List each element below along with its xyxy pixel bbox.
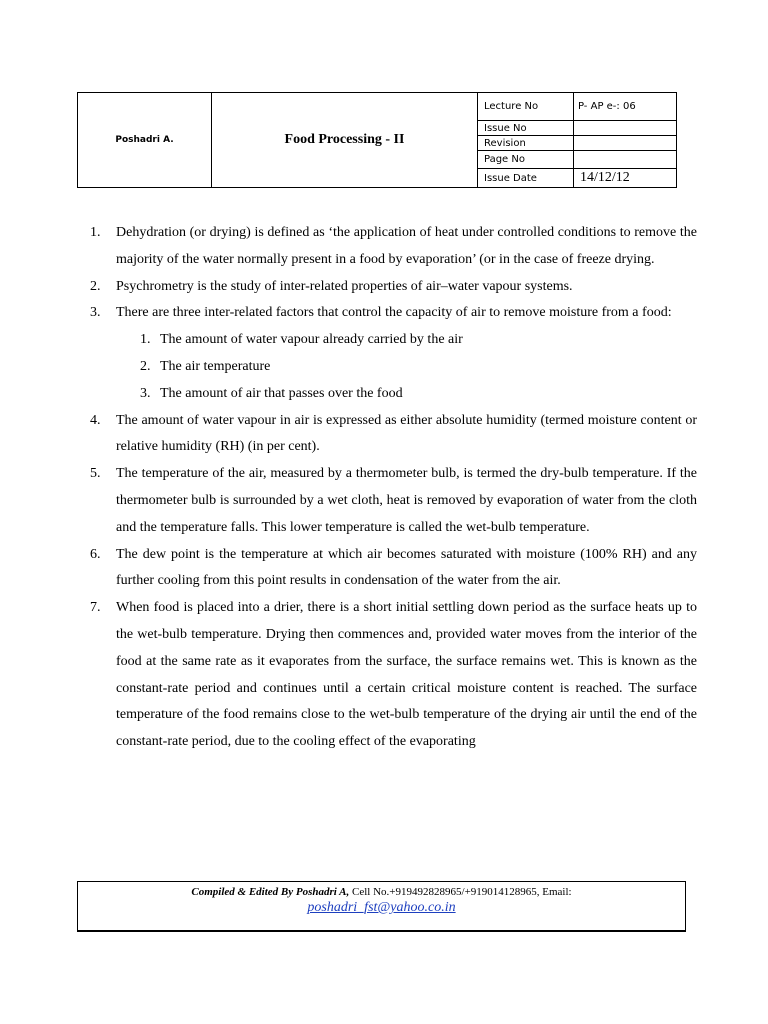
- sub-item-text: The amount of air that passes over the food: [160, 385, 403, 401]
- item-number: 6.: [90, 546, 101, 562]
- item-number: 1.: [90, 225, 101, 240]
- lecture-no-label: Lecture No: [478, 93, 574, 121]
- issue-no-value: [574, 121, 677, 136]
- list-item: [90, 461, 697, 541]
- revision-label: Revision: [478, 136, 574, 151]
- footer-email-link[interactable]: poshadri_fst@yahoo.co.in: [307, 900, 456, 915]
- list-item: [90, 542, 697, 596]
- issue-date-value: 14/12/12: [574, 169, 677, 188]
- sub-item-text: The amount of water vapour already carried by the air: [160, 332, 463, 348]
- page-footer: [77, 881, 686, 932]
- list-item: [90, 595, 697, 756]
- item-text: The dew point is the temperature at which air becomes saturated with moisture (100% RH) and any further cooling from this point results in condensation of the water from the air.: [116, 546, 697, 589]
- sub-item-text: The air temperature: [160, 358, 271, 374]
- page-no-label: Page No: [478, 151, 574, 169]
- lecture-no-value: P- AP e-: 06: [574, 93, 677, 121]
- item-text: There are three inter-related factors that control the capacity of air to remove moisture from a food:: [116, 305, 672, 321]
- list-item: [90, 300, 697, 407]
- item-number: 4.: [90, 412, 101, 428]
- sub-list-item: [116, 327, 697, 354]
- sub-list: [116, 327, 697, 407]
- item-text: Psychrometry is the study of inter-related properties of air–water vapour systems.: [116, 278, 573, 294]
- sub-item-number: 1.: [140, 332, 151, 348]
- item-text: Dehydration (or drying) is defined as ‘the application of heat under controlled conditions to remove the majority of the water normally present in a food by evaporation’ (or in the case of freeze drying.: [116, 225, 697, 267]
- list-item: [90, 408, 697, 462]
- sub-list-item: [116, 354, 697, 381]
- list-item: [90, 274, 697, 301]
- page-no-value: [574, 151, 677, 169]
- item-number: 5.: [90, 466, 101, 482]
- footer-credit-line: [78, 886, 685, 898]
- item-number: 3.: [90, 305, 101, 321]
- item-number: 2.: [90, 278, 101, 294]
- item-text: The temperature of the air, measured by a thermometer bulb, is termed the dry-bulb temperature. If the thermometer bulb is surrounded by a wet cloth, heat is removed by evaporation of water from the cloth and the temperature falls. This lower temperature is called the wet-bulb temperature.: [116, 466, 697, 535]
- item-text: The amount of water vapour in air is expressed as either absolute humidity (termed moisture content or relative humidity (RH) (in per cent).: [116, 412, 697, 455]
- lecture-content: [90, 220, 697, 756]
- issue-no-label: Issue No: [478, 121, 574, 136]
- footer-contact: Cell No.+919492828965/+919014128965, Email:: [349, 886, 572, 898]
- footer-credit: Compiled & Edited By Poshadri A,: [191, 886, 350, 898]
- sub-item-number: 3.: [140, 385, 151, 401]
- header-table: [77, 92, 677, 188]
- revision-value: [574, 136, 677, 151]
- issue-date-label: Issue Date: [478, 169, 574, 188]
- item-text: When food is placed into a drier, there is a short initial settling down period as the surface heats up to the wet-bulb temperature. Drying then commences and, provided water moves from the interior of the food at the same rate as it evaporates from the surface, the surface remains wet. This is known as the constant-rate period and continues until a certain critical moisture content is reached. The surface temperature of the food remains close to the wet-bulb temperature of the drying air until the end of the constant-rate period, due to the cooling effect of the evaporating: [116, 600, 697, 750]
- author-name: Poshadri A.: [78, 93, 212, 188]
- sub-item-number: 2.: [140, 358, 151, 374]
- list-item: [90, 220, 697, 274]
- sub-list-item: [116, 381, 697, 408]
- item-number: 7.: [90, 600, 101, 616]
- numbered-list: [90, 220, 697, 756]
- course-title: Food Processing - II: [212, 93, 478, 188]
